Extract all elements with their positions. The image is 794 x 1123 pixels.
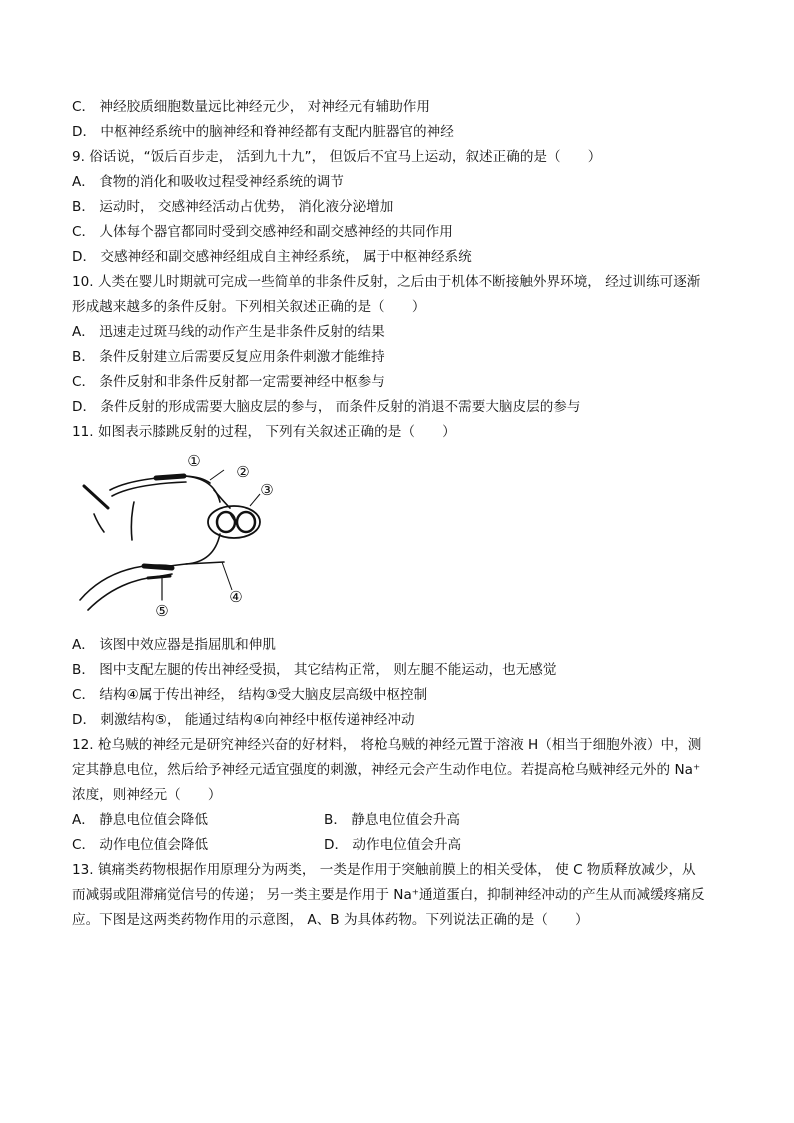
- q10-option-b: B． 条件反射建立后需要反复应用条件刺激才能维持: [72, 349, 385, 365]
- q8-option-d: D． 中枢神经系统中的脑神经和脊神经都有支配内脏器官的神经: [72, 124, 454, 140]
- q11-option-a: A． 该图中效应器是指屈肌和伸肌: [72, 637, 276, 653]
- q9-stem: 9. 俗话说，“饭后百步走， 活到九十九”， 但饭后不宜马上运动，叙述正确的是（ ）: [72, 149, 602, 165]
- reflex-diagram: [74, 450, 284, 620]
- label-1: ①: [187, 452, 201, 470]
- q10-option-d: D． 条件反射的形成需要大脑皮层的参与， 而条件反射的消退不需要大脑皮层的参与: [72, 399, 581, 415]
- q11-option-d: D． 刺激结构⑤， 能通过结构④向神经中枢传递神经冲动: [72, 712, 415, 728]
- q11-option-c: C． 结构④属于传出神经， 结构③受大脑皮层高级中枢控制: [72, 687, 428, 703]
- q12-option-a: A． 静息电位值会降低: [72, 812, 208, 828]
- q11-stem: 11. 如图表示膝跳反射的过程， 下列有关叙述正确的是（ ）: [72, 424, 456, 440]
- q12-option-b: B． 静息电位值会升高: [324, 812, 460, 828]
- q12-stem-line2: 定其静息电位，然后给予神经元适宜强度的刺激，神经元会产生动作电位。若提高枪乌贼神经元外的 Na⁺: [72, 762, 701, 778]
- q13-stem-line3: 应。下图是这两类药物作用的示意图， A、B 为具体药物。下列说法正确的是（ ）: [72, 912, 589, 928]
- label-3: ③: [260, 481, 274, 499]
- q12-stem-line1: 12. 枪乌贼的神经元是研究神经兴奋的好材料， 将枪乌贼的神经元置于溶液 H（相当于细胞外液）中，测: [72, 737, 702, 753]
- q12-option-d: D． 动作电位值会升高: [324, 837, 462, 853]
- q13-stem-line2: 而减弱或阻滞痛觉信号的传递； 另一类主要是作用于 Na⁺通道蛋白，抑制神经冲动的产生从而减缓疼痛反: [72, 887, 705, 903]
- q9-option-c: C． 人体每个器官都同时受到交感神经和副交感神经的共同作用: [72, 224, 453, 240]
- label-4: ④: [229, 588, 243, 606]
- label-2: ②: [236, 463, 250, 481]
- q8-option-c: C． 神经胶质细胞数量远比神经元少， 对神经元有辅助作用: [72, 99, 430, 115]
- q9-option-b: B． 运动时， 交感神经活动占优势， 消化液分泌增加: [72, 199, 394, 215]
- q9-option-a: A． 食物的消化和吸收过程受神经系统的调节: [72, 174, 344, 190]
- q12-option-c: C． 动作电位值会降低: [72, 837, 209, 853]
- q10-stem-line1: 10. 人类在婴儿时期就可完成一些简单的非条件反射，之后由于机体不断接触外界环境， 经过训练可逐渐: [72, 274, 701, 290]
- knee-jerk-reflex-figure: [74, 450, 284, 620]
- q13-stem-line1: 13. 镇痛类药物根据作用原理分为两类， 一类是作用于突触前膜上的相关受体， 使 C 物质释放减少，从: [72, 862, 696, 878]
- q10-stem-line2: 形成越来越多的条件反射。下列相关叙述正确的是（ ）: [72, 299, 426, 315]
- q11-option-b: B． 图中支配左腿的传出神经受损， 其它结构正常， 则左腿不能运动，也无感觉: [72, 662, 557, 678]
- q10-option-a: A． 迅速走过斑马线的动作产生是非条件反射的结果: [72, 324, 385, 340]
- q12-stem-line3: 浓度，则神经元（ ）: [72, 787, 222, 803]
- q9-option-d: D． 交感神经和副交感神经组成自主神经系统， 属于中枢神经系统: [72, 249, 472, 265]
- q10-option-c: C． 条件反射和非条件反射都一定需要神经中枢参与: [72, 374, 385, 390]
- label-5: ⑤: [155, 602, 169, 620]
